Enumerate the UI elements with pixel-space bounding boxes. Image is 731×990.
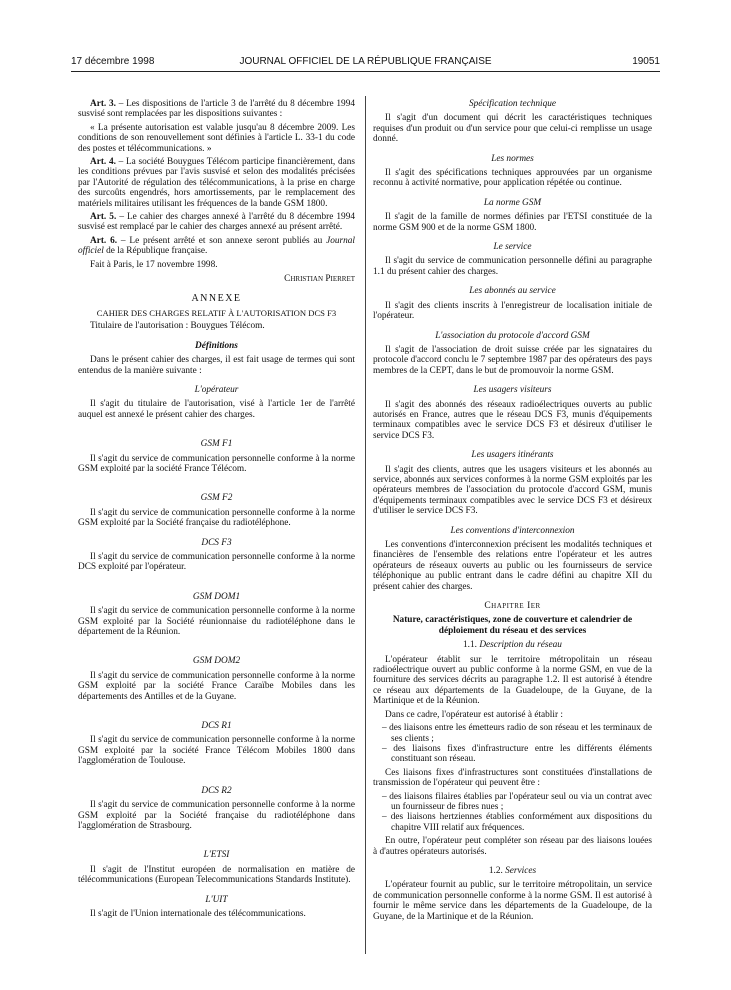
page-header (71, 56, 660, 70)
abonnes-heading: Les abonnés au service (469, 286, 556, 297)
chapter-label: Chapitre Ier (484, 601, 541, 612)
abonnes-text: Il s'agit des clients inscrits à l'enregistreur de localisation initiale de l'opérateur. (373, 300, 652, 322)
section-1-2-heading: 1.2. Services (488, 865, 537, 876)
cadre-list (373, 723, 652, 765)
association-heading: L'association du protocole d'accord GSM (435, 330, 590, 341)
list-item: – des liaisons fixes d'infrastructure entre les différents éléments constituant son réseau. (373, 744, 652, 765)
liaisons-list (373, 792, 652, 834)
article-4: Art. 4. – La société Bouygues Télécom participe financièrement, dans les conditions prévues par l'avis susvisé et selon des modalités précisées par l'Autorité de régulation des télécommunications, à la prise en charge des surcoûts engendrés, hors amortissements, par le remplacement des matériels militaires utilisant les fréquences de la bande GSM 1800. (78, 157, 355, 209)
etsi-text: Il s'agit de l'Institut européen de normalisation en matière de télécommunications (European Telecommunications Standards Institute). (78, 864, 355, 886)
article-3-quote: « La présente autorisation est valable jusqu'au 8 décembre 2009. Les conditions de son renouvellement sont définies à l'article L. 33-1 du code des postes et télécommunications. » (78, 122, 355, 154)
cadre-text: Dans ce cadre, l'opérateur est autorisé à établir : (385, 709, 563, 720)
column-divider (365, 96, 366, 954)
itinerants-heading: Les usagers itinérants (471, 450, 554, 461)
conventions-text: Les conventions d'interconnexion précisent les modalités techniques et financières de l'ensemble des relations entre l'opérateur et les autres opérateurs de réseaux ouverts au public ou les fournisseurs de service téléphonique au public entrant dans le cadre défini au chapitre XII du présent cahier des charges. (373, 540, 652, 592)
titulaire: Titulaire de l'autorisation : Bouygues Télécom. (90, 321, 265, 332)
visiteurs-text: Il s'agit des abonnés des réseaux radioélectriques ouverts au public autorisés en France, autres que le réseau DCS F3, munis d'équipements terminaux compatibles avec le service DCS F3 et désireux d'utiliser le service DCS F3. (373, 399, 652, 441)
operateur-text: Il s'agit du titulaire de l'autorisation, visé à l'article 1er de l'arrêté auquel est annexé le présent cahier des charges. (78, 399, 355, 420)
header-page-number: 19051 (632, 56, 660, 67)
dcs-r2-text: Il s'agit du service de communication personnelle conforme à la norme GSM exploité par la Société française du radiotéléphone dans l'agglomération de Strasbourg. (78, 800, 355, 831)
normes-heading: Les normes (491, 153, 534, 164)
norme-gsm-text: Il s'agit de la famille de normes définies par l'ETSI constituée de la norme GSM 900 et de la norme GSM 1800. (373, 212, 652, 233)
gsm-f2-text: Il s'agit du service de communication personnelle conforme à la norme GSM exploité par la Société française du radiotéléphone. (78, 507, 355, 529)
uit-text: Il s'agit de l'Union internationale des télécommunications. (90, 908, 306, 919)
normes-text: Il s'agit des spécifications techniques approuvées par un organisme reconnu à activité normative, pour application répétée ou continue. (373, 168, 652, 189)
article-5: Art. 5. – Le cahier des charges annexé à l'arrêté du 8 décembre 1994 susvisé est remplacé par le cahier des charges annexé au présent arrêté. (78, 212, 356, 233)
outre-text: En outre, l'opérateur peut compléter son réseau par des liaisons louées à d'autres opérateurs autorisés. (373, 836, 652, 857)
gsm-f1-text: Il s'agit du service de communication personnelle conforme à la norme GSM exploité par la société France Télécom. (78, 453, 355, 474)
list-item: – des liaisons hertziennes établies conformément aux dispositions du chapitre VIII relatif aux fréquences. (373, 812, 652, 833)
left-column (78, 99, 355, 922)
article-6: Art. 6. – Le présent arrêté et son annexe seront publiés au Journal officiel de la République française. (78, 235, 355, 257)
article-3: Art. 3. – Les dispositions de l'article 3 de l'arrêté du 8 décembre 1994 susvisé sont remplacées par les dispositions suivantes : (78, 99, 355, 120)
dcs-r1-heading: DCS R1 (201, 721, 232, 732)
service-heading: Le service (493, 242, 532, 253)
cahier-title: CAHIER DES CHARGES RELATIF À L'AUTORISATION DCS F3 (96, 307, 337, 318)
visiteurs-heading: Les usagers visiteurs (473, 385, 552, 396)
header-title: JOURNAL OFFICIEL DE LA RÉPUBLIQUE FRANÇAISE (239, 56, 492, 67)
gsm-dom1-text: Il s'agit du service de communication personnelle conforme à la norme GSM exploité par la Société réunionnaise du radiotéléphone dans le département de la Réunion. (78, 606, 355, 638)
conventions-heading: Les conventions d'interconnexion (450, 525, 575, 536)
norme-gsm-heading: La norme GSM (483, 197, 542, 208)
definitions-text: Dans le présent cahier des charges, il est fait usage de termes qui sont entendus de la manière suivante : (78, 355, 355, 376)
section-1-1-heading: 1.1. Description du réseau (463, 640, 562, 651)
gsm-dom2-heading: GSM DOM2 (192, 656, 241, 667)
service-text: Il s'agit du service de communication personnelle défini au paragraphe 1.1 du présent cahier des charges. (373, 256, 652, 277)
definitions-heading: Définitions (195, 340, 238, 351)
section-1-2-text: L'opérateur fournit au public, sur le territoire métropolitain, un service de communication personnelle conforme à la norme GSM. Il est autorisé à fournir le même service dans les départements de la Guadeloupe, de la Guyane, de la Martinique et de la Réunion. (373, 880, 652, 922)
signature: Christian Pierret (284, 274, 355, 285)
right-column (373, 99, 652, 925)
header-rule (71, 71, 660, 72)
dcs-f3-heading: DCS F3 (201, 537, 232, 548)
association-text: Il s'agit de l'association de droit suisse créée par les signataires du protocole d'accord conclu le 7 septembre 1987 par des opérateurs des pays membres de la CEPT, dans le but de promouvoir la norme GSM. (373, 344, 652, 376)
operateur-heading: L'opérateur (194, 384, 239, 395)
done-at: Fait à Paris, le 17 novembre 1998. (90, 259, 218, 270)
etsi-heading: L'ETSI (203, 850, 230, 861)
uit-heading: L'UIT (205, 894, 228, 905)
section-1-1-text: L'opérateur établit sur le territoire métropolitain un réseau radioélectrique ouvert au public conforme à la norme GSM, en vue de la fourniture des services décrits au paragraphe 1.2. Il est autorisé à étendre ce réseau aux départements de la Guadeloupe, de la Guyane, de la Martinique et de la Réunion. (373, 654, 652, 707)
header-date: 17 décembre 1998 (71, 56, 155, 67)
gsm-dom1-heading: GSM DOM1 (192, 591, 241, 602)
spec-heading: Spécification technique (469, 99, 556, 109)
spec-text: Il s'agit d'un document qui décrit les caractéristiques techniques requises d'un produit ou d'un service pour que celui-ci remplisse un usage donné. (373, 113, 652, 145)
dcs-r2-heading: DCS R2 (201, 785, 232, 796)
gsm-f1-heading: GSM F1 (200, 439, 233, 450)
list-item: – des liaisons filaires établies par l'opérateur seul ou via un contrat avec un fournisseur de fibres nues ; (373, 792, 652, 813)
liaisons-text: Ces liaisons fixes d'infrastructures sont constituées d'installations de transmission de l'opérateur qui peuvent être : (373, 767, 652, 789)
chapter-title: Nature, caractéristiques, zone de couverture et calendrier de déploiement du réseau et des services (392, 615, 633, 636)
itinerants-text: Il s'agit des clients, autres que les usagers visiteurs et les abonnés au service, abonnés aux services conformes à la norme GSM exploités par les opérateurs membres de l'association du protocole d'accord GSM, munis d'équipements terminaux compatibles avec le service DCS F3 et désireux d'utiliser le service DCS F3. (373, 464, 652, 517)
dcs-f3-text: Il s'agit du service de communication personnelle conforme à la norme DCS exploité par l'opérateur. (78, 552, 355, 573)
annexe-heading: ANNEXE (191, 292, 242, 304)
list-item: – des liaisons entre les émetteurs radio de son réseau et les terminaux de ses clients ; (373, 723, 652, 744)
gsm-dom2-text: Il s'agit du service de communication personnelle conforme à la norme GSM exploité par la société France Caraïbe Mobiles dans les départements des Antilles et de la Guyane. (78, 670, 355, 702)
dcs-r1-text: Il s'agit du service de communication personnelle conforme à la norme GSM exploité par la société France Télécom Mobiles 1800 dans l'agglomération de Toulouse. (78, 735, 355, 767)
gsm-f2-heading: GSM F2 (200, 493, 233, 504)
